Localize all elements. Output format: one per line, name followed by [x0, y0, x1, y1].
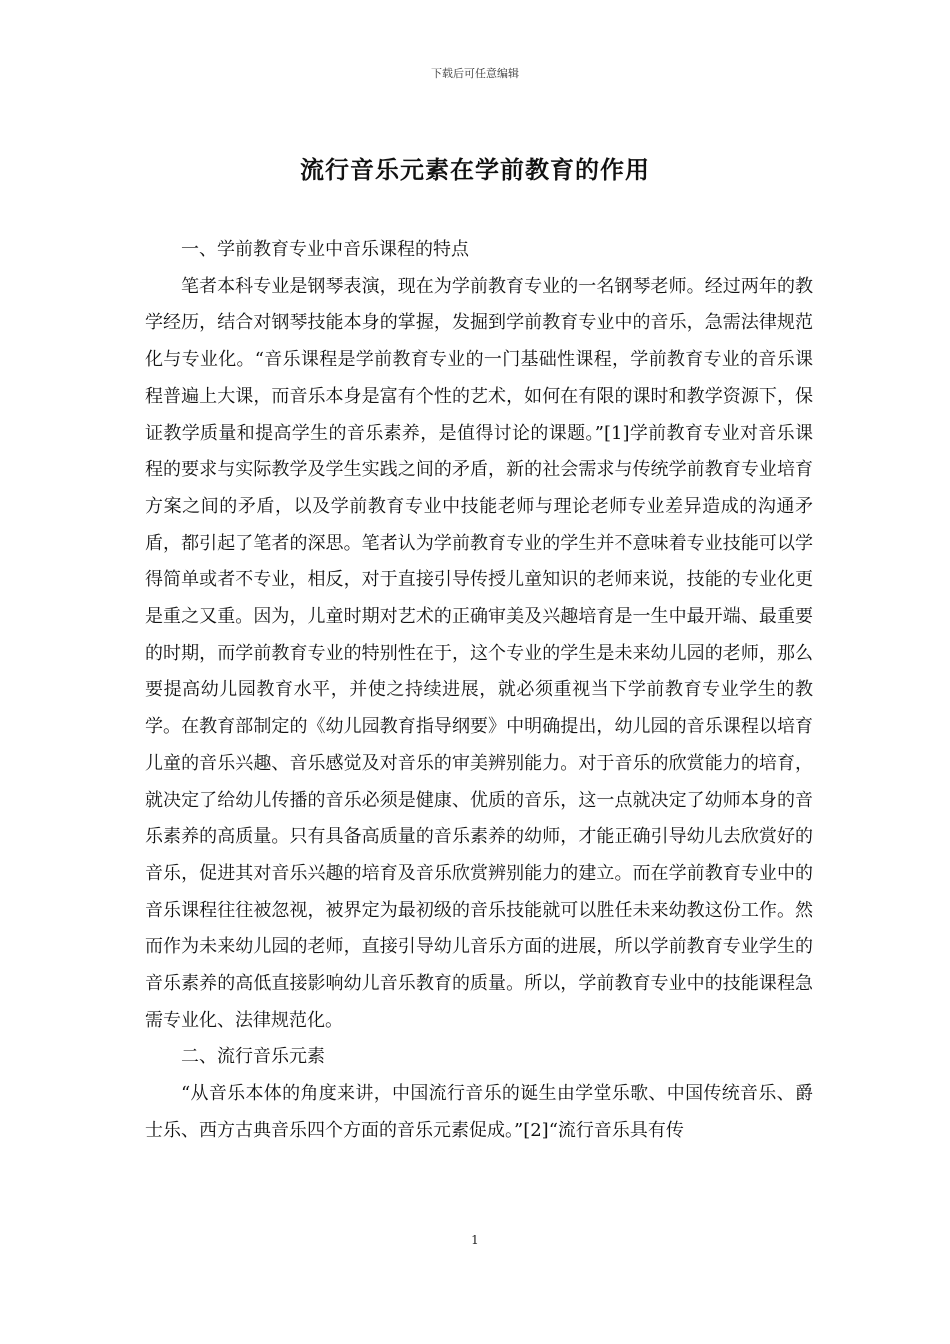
- page-header-note: 下载后可任意编辑: [431, 67, 519, 80]
- document-title: 流行音乐元素在学前教育的作用: [300, 155, 650, 184]
- page-number: 1: [471, 1233, 479, 1247]
- body-paragraph-2: “从音乐本体的角度来讲，中国流行音乐的诞生由学堂乐歌、中国传统音乐、爵士乐、西方古典音乐四个方面的音乐元素促成。”[2]“流行音乐具有传: [145, 1083, 813, 1141]
- body-paragraph-1: 笔者本科专业是钢琴表演，现在为学前教育专业的一名钢琴老师。经过两年的教学经历，结合对钢琴技能本身的掌握，发掘到学前教育专业中的音乐，急需法律规范化与专业化。“音乐课程是学前教育专业的一门基础性课程，学前教育专业的音乐课程普遍上大课，而音乐本身是富有个性的艺术，如何在有限的课时和教学资源下，保证教学质量和提高学生的音乐素养，是值得讨论的课题。”[1]学前教育专业对音乐课程的要求与实际教学及学生实践之间的矛盾，新的社会需求与传统学前教育专业培育方案之间的矛盾，以及学前教育专业中技能老师与理论老师专业差异造成的沟通矛盾，都引起了笔者的深思。笔者认为学前教育专业的学生并不意味着专业技能可以学得简单或者不专业，相反，对于直接引导传授儿童知识的老师来说，技能的专业化更是重之又重。因为，儿童时期对艺术的正确审美及兴趣培育是一生中最开端、最重要的时期，而学前教育专业的特别性在于，这个专业的学生是未来幼儿园的老师，那么要提高幼儿园教育水平，并使之持续进展，就必须重视当下学前教育专业学生的教学。在教育部制定的《幼儿园教育指导纲要》中明确提出，幼儿园的音乐课程以培育儿童的音乐兴趣、音乐感觉及对音乐的审美辨别能力。对于音乐的欣赏能力的培育，就决定了给幼儿传播的音乐必须是健康、优质的音乐，这一点就决定了幼师本身的音乐素养的高质量。只有具备高质量的音乐素养的幼师，才能正确引导幼儿去欣赏好的音乐，促进其对音乐兴趣的培育及音乐欣赏辨别能力的建立。而在学前教育专业中的音乐课程往往被忽视，被界定为最初级的音乐技能就可以胜任未来幼教这份工作。然而作为未来幼儿园的老师，直接引导幼儿音乐方面的进展，所以学前教育专业学生的音乐素养的高低直接影响幼儿音乐教育的质量。所以，学前教育专业中的技能课程急需专业化、法律规范化。: [145, 275, 813, 1031]
- document-body: [145, 232, 813, 1150]
- section-heading-1: 一、学前教育专业中音乐课程的特点: [181, 239, 469, 260]
- section-heading-2: 二、流行音乐元素: [181, 1046, 325, 1068]
